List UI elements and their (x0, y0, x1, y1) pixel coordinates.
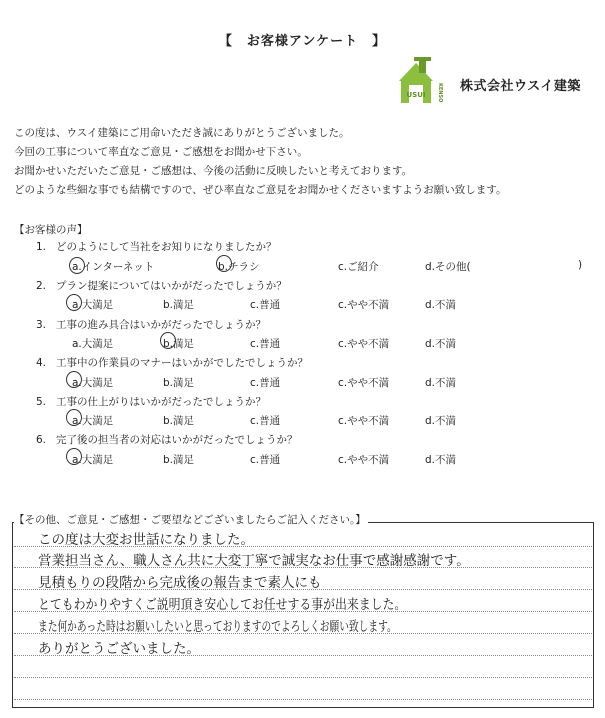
answer-circle (69, 257, 85, 274)
handwritten-line: ありがとうございました。 (38, 641, 200, 657)
question-text: プラン提案についてはいかがだったでしょうか？ (56, 280, 287, 292)
option-c[interactable]: c.普通 (250, 454, 281, 466)
option-a[interactable]: a.大満足 (72, 454, 114, 466)
question-text: 工事の進み具合はいかがだったでしょうか？ (56, 319, 266, 331)
page-title: 【 お客様アンケート 】 (218, 34, 387, 49)
option-c2[interactable]: c.やや不満 (338, 338, 390, 350)
option-c[interactable]: c.普通 (250, 338, 281, 350)
option-a[interactable]: a.インターネット (72, 261, 155, 273)
option-c2[interactable]: c.やや不満 (338, 454, 390, 466)
option-a[interactable]: a.大満足 (72, 299, 114, 311)
option-c2[interactable]: c.やや不満 (338, 299, 390, 311)
logo-side-text: KENSO (437, 83, 443, 103)
option-b[interactable]: b.満足 (163, 415, 195, 427)
option-c[interactable]: c.ご紹介 (338, 261, 379, 273)
option-b[interactable]: b.満足 (163, 338, 195, 350)
intro-text (14, 124, 506, 200)
option-b[interactable]: b.満足 (163, 377, 195, 389)
handwritten-line: 見積もりの段階から完成後の報告まで素人にも (38, 575, 322, 591)
option-c[interactable]: c.普通 (250, 299, 281, 311)
question-number: 5. (36, 396, 47, 408)
option-b[interactable]: b.チラシ (218, 261, 260, 273)
question-number: 1. (36, 241, 47, 253)
question-text: 工事の仕上がりはいかがだったでしょうか？ (56, 396, 266, 408)
answer-circle (66, 409, 82, 426)
answer-circle (216, 255, 232, 272)
company-logo-icon (399, 57, 447, 105)
question-text: 工事中の作業員のマナーはいかがでしたでしょうか？ (56, 357, 308, 369)
question-1 (36, 239, 277, 254)
question-number: 2. (36, 280, 47, 292)
option-b[interactable]: b.満足 (163, 299, 195, 311)
option-a[interactable]: a.大満足 (72, 338, 114, 350)
question-number: 3. (36, 319, 47, 331)
answer-circle (66, 371, 82, 388)
question-4 (36, 355, 308, 370)
ruled-line (14, 699, 592, 700)
option-c2[interactable]: c.やや不満 (338, 415, 390, 427)
answer-circle (66, 448, 82, 465)
intro-line: この度は、ウスイ建築にご用命いただき誠にありがとうございました。 (14, 127, 350, 139)
option-d[interactable]: d.不満 (425, 299, 457, 311)
option-d-close: ) (578, 259, 583, 271)
question-number: 6. (36, 434, 47, 446)
ruled-line (14, 677, 592, 678)
answer-circle (66, 294, 82, 311)
option-d[interactable]: d.不満 (425, 415, 457, 427)
option-d[interactable]: d.不満 (425, 377, 457, 389)
voice-heading: 【お客様の声】 (14, 224, 88, 236)
question-number: 4. (36, 357, 47, 369)
comment-heading: 【その他、ご意見・ご感想・ご要望などございましたらご記入ください。】 (14, 514, 366, 526)
question-2 (36, 278, 287, 293)
option-c2[interactable]: c.やや不満 (338, 377, 390, 389)
logo-text: USUI (406, 91, 426, 99)
intro-line: 今回の工事について率直なご意見・ご感想をお聞かせ下さい。 (14, 146, 308, 158)
option-d[interactable]: d.不満 (425, 454, 457, 466)
option-d[interactable]: d.不満 (425, 338, 457, 350)
handwritten-line: 営業担当さん、職人さん共に大変丁寧で誠実なお仕事で感謝感謝です。 (38, 553, 470, 569)
option-b[interactable]: b.満足 (163, 454, 195, 466)
company-name: 株式会社ウスイ建築 (460, 79, 581, 94)
question-text: 完了後の担当者の対応はいかがだったでしょうか？ (56, 434, 298, 446)
option-a[interactable]: a.大満足 (72, 415, 114, 427)
option-c[interactable]: c.普通 (250, 377, 281, 389)
option-a[interactable]: a.大満足 (72, 377, 114, 389)
option-c[interactable]: c.普通 (250, 415, 281, 427)
intro-line: お聞かせいただいたご意見・ご感想は、今後の活動に反映したいと考えております。 (14, 165, 413, 177)
option-d[interactable]: d.その他( (425, 261, 471, 273)
question-6 (36, 432, 298, 447)
handwritten-line: とてもわかりやすくご説明頂き安心してお任せする事が出来ました。 (38, 597, 407, 613)
question-text: どのようにして当社をお知りになりましたか？ (56, 241, 277, 253)
answer-circle (160, 332, 176, 349)
intro-line: どのような些細な事でも結構ですので、ぜひ率直なご意見をお聞かせくださいますようお願い致します。 (14, 184, 507, 196)
handwritten-line: この度は大変お世話になりました。 (38, 532, 254, 548)
question-5 (36, 394, 266, 409)
handwritten-line: また何かあった時はお願いしたいと思っておりますのでよろしくお願い致します。 (38, 619, 397, 635)
question-3 (36, 317, 266, 332)
